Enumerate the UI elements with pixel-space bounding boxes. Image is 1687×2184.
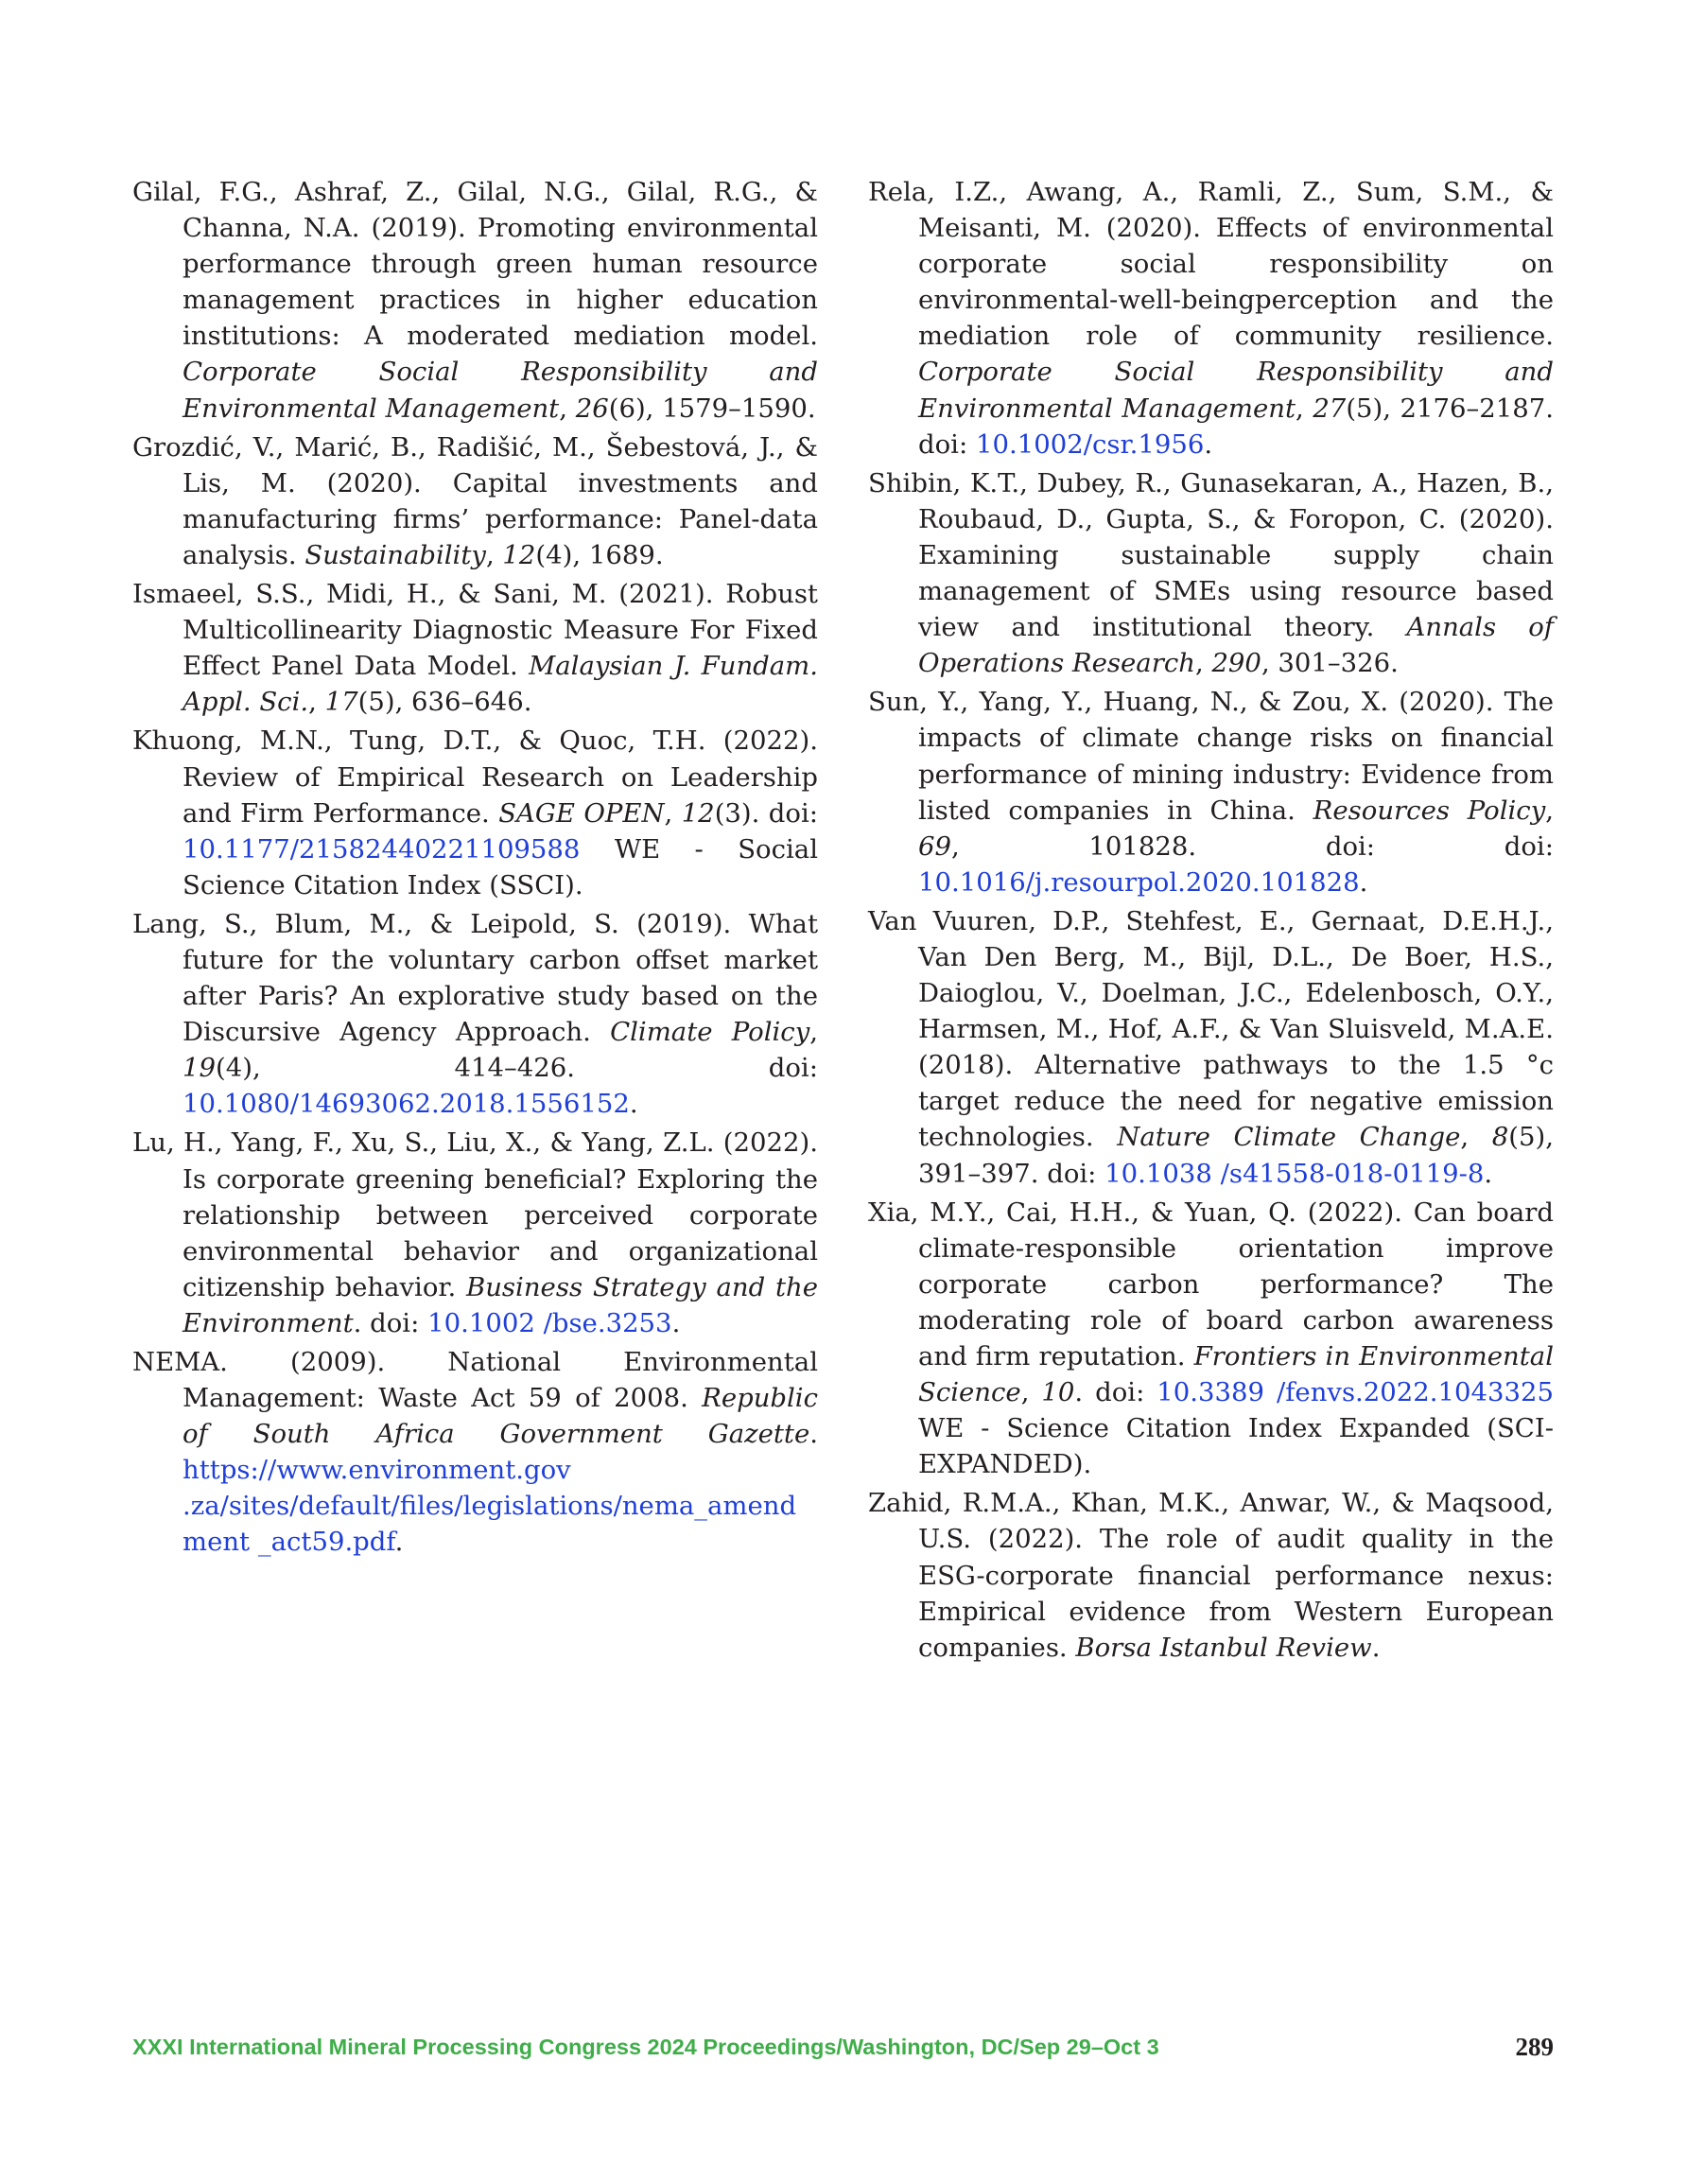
reference-text: , 101828. doi: doi: — [951, 830, 1554, 862]
reference-italic-text: 17 — [324, 687, 358, 718]
reference-entry — [868, 1485, 1554, 1665]
reference-italic-text: 10 — [1041, 1377, 1075, 1408]
reference-text: NEMA. (2009). National Environmental Management: Waste Act 59 of 2008. — [132, 1347, 818, 1414]
reference-text: Grozdić, V., Marić, B., Radišić, M., Šebestová, J., & Lis, M. (2020). Capital investments and manufacturing firms’ performance: Panel-data analysis. — [132, 431, 818, 570]
reference-italic-text: Malaysian J. Fundam. Appl. Sci. — [183, 651, 818, 718]
reference-text: WE - Social Science Citation Index (SSCI). — [183, 833, 818, 900]
reference-italic-text: Republic of South Africa Government Gazette — [183, 1383, 818, 1450]
reference-text: , — [809, 1017, 818, 1048]
reference-italic-text: Corporate Social Responsibility and Environmental Management — [918, 357, 1554, 424]
reference-italic-text: Borsa Istanbul Review — [1075, 1632, 1372, 1663]
reference-text: , — [1020, 1377, 1042, 1408]
reference-entry — [868, 903, 1554, 1192]
reference-italic-text: SAGE OPEN — [498, 797, 665, 829]
reference-link[interactable]: https://www.environment.gov .za/sites/default/files/legislations/nema_amendment _act59.pdf — [183, 1455, 797, 1558]
reference-text: , — [1545, 795, 1554, 826]
reference-entry — [868, 1195, 1554, 1483]
reference-italic-text: 290 — [1211, 648, 1261, 679]
reference-italic-text: 19 — [183, 1053, 216, 1084]
reference-text: , — [1460, 1122, 1492, 1153]
reference-text: . — [671, 1307, 681, 1338]
page-number: 289 — [1515, 2033, 1554, 2061]
reference-text: (4), 414–426. doi: — [216, 1053, 818, 1084]
reference-text: Khuong, M.N., Tung, D.T., & Quoc, T.H. (2022). Review of Empirical Research on Leadership and Firm Performance. — [132, 725, 818, 829]
reference-text: . — [1484, 1158, 1493, 1189]
reference-text: (3). doi: — [714, 797, 819, 829]
reference-text: (5), 391–397. doi: — [918, 1122, 1554, 1189]
reference-entry — [132, 723, 818, 902]
reference-text: Zahid, R.M.A., Khan, M.K., Anwar, W., & Maqsood, U.S. (2022). The role of audit quality in the ESG-corporate financial performance nexus: Empirical evidence from Western European companies. — [868, 1488, 1554, 1663]
reference-italic-text: Annals of Operations Research — [918, 612, 1555, 679]
reference-link[interactable]: 10.1038 /s41558-018-0119-8 — [1104, 1158, 1485, 1189]
reference-text: . doi: — [353, 1307, 428, 1338]
reference-italic-text: Resources Policy — [1313, 795, 1546, 826]
reference-text: . doi: — [1074, 1377, 1157, 1408]
reference-text: (5), 2176–2187. doi: — [918, 393, 1555, 460]
reference-italic-text: Business Strategy and the Environment — [183, 1271, 818, 1338]
reference-text: Rela, I.Z., Awang, A., Ramli, Z., Sum, S.M., & Meisanti, M. (2020). Effects of environmental corporate social responsibility on environmental-well-beingperception and the mediation role of community resilience. — [868, 177, 1554, 352]
reference-italic-text: 12 — [681, 797, 715, 829]
page-footer — [132, 2035, 1554, 2072]
reference-entry — [132, 1125, 818, 1341]
conference-footer-text: XXXI International Mineral Processing Congress 2024 Proceedings/Washington, DC/Sep 29–Oct 3 — [132, 2035, 1159, 2059]
reference-text: . — [394, 1527, 404, 1558]
reference-italic-text: 12 — [502, 539, 536, 570]
reference-entry — [868, 465, 1554, 682]
reference-italic-text: Corporate Social Responsibility and Environmental Management — [183, 357, 818, 424]
reference-text: Lu, H., Yang, F., Xu, S., Liu, X., & Yang, Z.L. (2022). Is corporate greening beneficial? Exploring the relationship between perceived corporate environmental behavior and organizational citizenship behavior. — [132, 1127, 818, 1302]
reference-italic-text: Sustainability — [304, 539, 486, 570]
reference-italic-text: 69 — [918, 830, 951, 862]
reference-italic-text: 26 — [575, 393, 609, 424]
reference-italic-text: 8 — [1491, 1122, 1509, 1153]
reference-entry — [868, 174, 1554, 463]
reference-entry — [868, 684, 1554, 900]
reference-text: . — [1359, 866, 1368, 898]
reference-text: Shibin, K.T., Dubey, R., Gunasekaran, A., Hazen, B., Roubaud, D., Gupta, S., & Foropon, C. (2020). Examining sustainable supply chain management of SMEs using resource based view and institutional theory. — [868, 467, 1554, 643]
reference-link[interactable]: 10.1177/21582440221109588 — [183, 833, 581, 865]
reference-entry — [132, 174, 818, 427]
reference-text: , — [559, 393, 576, 424]
reference-text: , — [485, 539, 503, 570]
reference-text: . — [809, 1419, 818, 1450]
reference-text: , 301–326. — [1261, 648, 1399, 679]
references-column-right — [868, 174, 1554, 1669]
reference-text: Gilal, F.G., Ashraf, Z., Gilal, N.G., Gilal, R.G., & Channa, N.A. (2019). Promoting environmental performance through green human resource management practices in higher education institutions: A moderated mediation model. — [132, 177, 818, 352]
reference-link[interactable]: 10.3389 /fenvs.2022.1043325 — [1157, 1377, 1554, 1408]
reference-italic-text: Climate Policy — [610, 1017, 810, 1048]
reference-entry — [132, 429, 818, 573]
reference-text: . — [629, 1089, 638, 1120]
reference-text: , — [1296, 393, 1313, 424]
reference-entry — [132, 576, 818, 720]
reference-link[interactable]: 10.1002 /bse.3253 — [427, 1307, 672, 1338]
reference-italic-text: 27 — [1313, 393, 1347, 424]
reference-text: Van Vuuren, D.P., Stehfest, E., Gernaat, D.E.H.J., Van Den Berg, M., Bijl, D.L., De Boer, H.S., Daioglou, V., Doelman, J.C., Edelenbosch, O.Y., Harmsen, M., Hof, A.F., & Van Sluisveld, M.A.E. (2018). Alternative pathways to the 1.5 °c target reduce the need for negative emission technologies. — [868, 905, 1554, 1153]
reference-entry — [132, 1344, 818, 1561]
reference-link[interactable]: 10.1016/j.resourpol.2020.101828 — [918, 866, 1360, 898]
reference-text: , — [308, 687, 325, 718]
reference-text: . — [1371, 1632, 1381, 1663]
reference-text: Ismaeel, S.S., Midi, H., & Sani, M. (2021). Robust Multicollinearity Diagnostic Measure For Fixed Effect Panel Data Model. — [132, 579, 818, 682]
reference-text: WE - Science Citation Index Expanded (SCI-EXPANDED). — [918, 1413, 1554, 1480]
reference-text: Xia, M.Y., Cai, H.H., & Yuan, Q. (2022). Can board climate-responsible orientation improve corporate carbon performance? The moderating role of board carbon awareness and firm reputation. — [868, 1197, 1554, 1372]
reference-italic-text: Frontiers in Environmental Science — [918, 1341, 1554, 1408]
reference-text: , — [664, 797, 682, 829]
references-column-left — [132, 174, 818, 1564]
reference-text: Sun, Y., Yang, Y., Huang, N., & Zou, X. (2020). The impacts of climate change risks on financial performance of mining industry: Evidence from listed companies in China. — [868, 687, 1554, 826]
reference-text: (6), 1579–1590. — [608, 393, 816, 424]
reference-link[interactable]: 10.1080/14693062.2018.1556152 — [183, 1089, 630, 1120]
reference-text: . — [1204, 428, 1213, 460]
reference-link[interactable]: 10.1002/csr.1956 — [975, 428, 1205, 460]
reference-text: (4), 1689. — [535, 539, 664, 570]
reference-text: , — [1194, 648, 1212, 679]
reference-entry — [132, 906, 818, 1123]
reference-italic-text: Nature Climate Change — [1117, 1122, 1461, 1153]
reference-text: (5), 636–646. — [357, 687, 532, 718]
reference-text: Lang, S., Blum, M., & Leipold, S. (2019). What future for the voluntary carbon offset market after Paris? An explorative study based on the Discursive Agency Approach. — [132, 908, 818, 1048]
